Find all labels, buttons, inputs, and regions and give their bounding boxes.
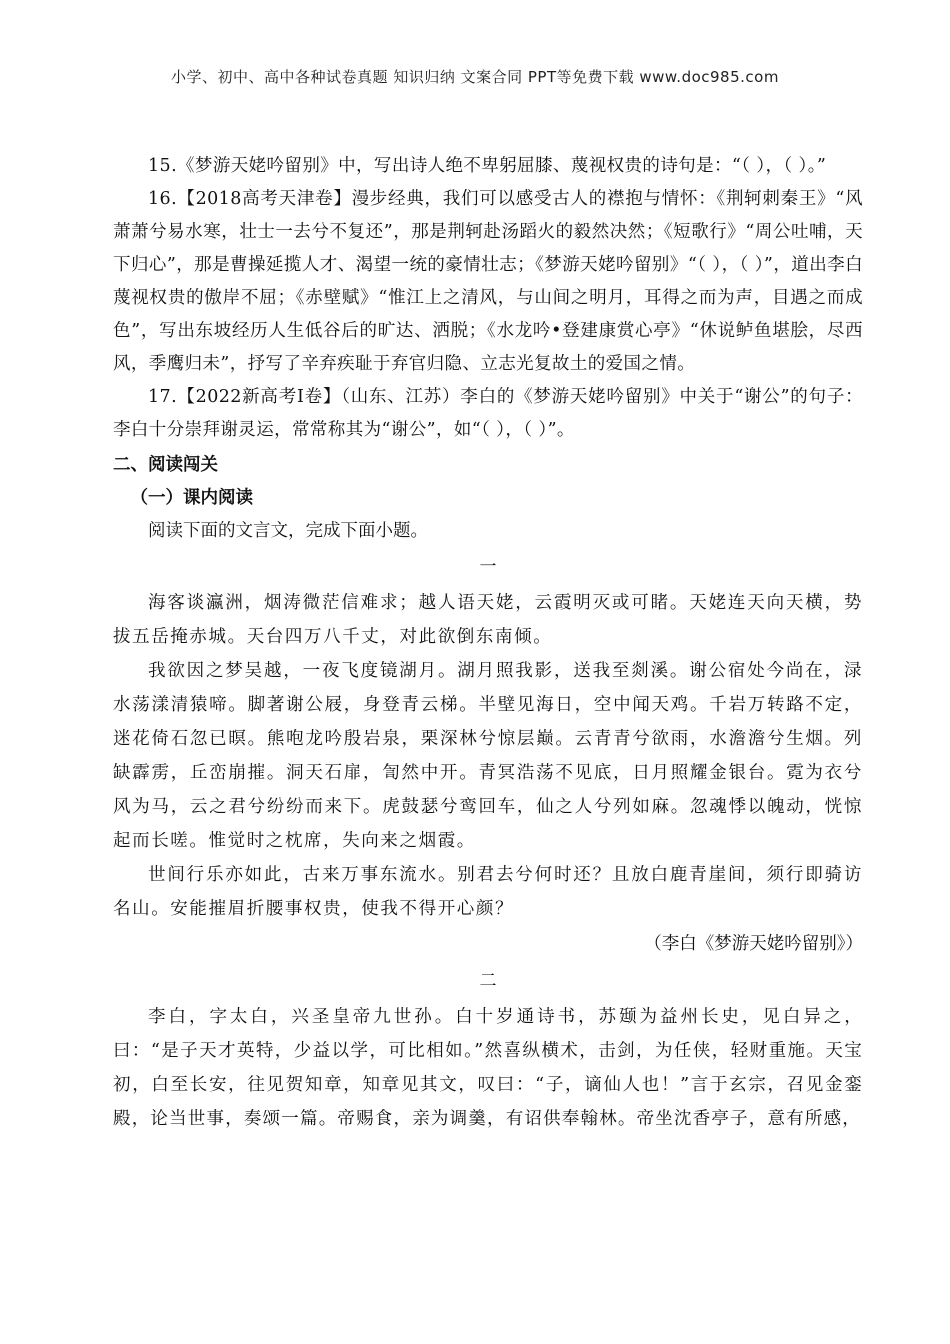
reading-instruction: 阅读下面的文言文，完成下面小题。 [148,521,428,541]
poem-paragraph: 海客谈瀛洲，烟涛微茫信难求；越人语天姥，云霞明灭或可睹。天姥连天向天横，势拔五岳掩赤城。天台四万八千丈，对此欲倒东南倾。 [113,593,863,647]
poem-source: （李白《梦游天姥吟留别》） [644,934,863,954]
page-header: 小学、初中、高中各种试卷真题 知识归纳 文案合同 PPT等免费下载 www.doc985.com [171,68,779,86]
text-one-marker: 一 [479,557,497,577]
question-15: 15.《梦游天姥吟留别》中，写出诗人绝不卑躬屈膝、蔑视权贵的诗句是：“（ ），（ ）。” [148,156,827,176]
poem-paragraph: 世间行乐亦如此，古来万事东流水。别君去兮何时还？且放白鹿青崖间，须行即骑访名山。安能摧眉折腰事权贵，使我不得开心颜？ [113,865,863,919]
question-17: 17.【2022新高考Ⅰ卷】（山东、江苏）李白的《梦游天姥吟留别》中关于“谢公”的句子：李白十分崇拜谢灵运，常常称其为“谢公”，如“（ ），（ ）”。 [113,387,863,440]
document-body [113,150,863,1136]
biography-paragraph: 李白，字太白，兴圣皇帝九世孙。白十岁通诗书，苏颋为益州长史，见白异之，曰：“是子天才英特，少益以学，可比相如。”然喜纵横术，击剑，为任侠，轻财重施。天宝初，白至长安，往见贺知章，知章见其文，叹曰：“子，谪仙人也！”言于玄宗，召见金銮殿，论当世事，奏颂一篇。帝赐食，亲为调羹，有诏供奉翰林。帝坐沈香亭子，意有所感， [113,1007,863,1129]
section-title: 二、阅读闯关 [113,455,218,475]
question-16: 16.【2018高考天津卷】漫步经典，我们可以感受古人的襟抱与情怀：《荆轲刺秦王》“风萧萧兮易水寒，壮士一去兮不复还”，那是荆轲赴汤蹈火的毅然决然；《短歌行》“周公吐哺，天下归心”，那是曹操延揽人才、渴望一统的豪情壮志；《梦游天姥吟留别》“（ ），（ ）”，道出李白蔑视权贵的傲岸不屈；《赤壁赋》“惟江上之清风，与山间之明月，耳得之而为声，目遇之而成色”，写出东坡经历人生低谷后的旷达、洒脱；《水龙吟•登建康赏心亭》“休说鲈鱼堪脍，尽西风，季鹰归未”，抒写了辛弃疾耻于弃官归隐、立志光复故土的爱国之情。 [113,189,863,374]
poem-paragraph: 我欲因之梦吴越，一夜飞度镜湖月。湖月照我影，送我至剡溪。谢公宿处今尚在，渌水荡漾清猿啼。脚著谢公屐，身登青云梯。半壁见海日，空中闻天鸡。千岩万转路不定，迷花倚石忽已暝。熊咆龙吟殷岩泉，栗深林兮惊层巅。云青青兮欲雨，水澹澹兮生烟。列缺霹雳，丘峦崩摧。洞天石扉，訇然中开。青冥浩荡不见底，日月照耀金银台。霓为衣兮风为马，云之君兮纷纷而来下。虎鼓瑟兮鸾回车，仙之人兮列如麻。忽魂悸以魄动，恍惊起而长嗟。惟觉时之枕席，失向来之烟霞。 [113,661,863,851]
section-subtitle: （一）课内阅读 [130,488,253,508]
text-two-marker: 二 [479,971,497,991]
